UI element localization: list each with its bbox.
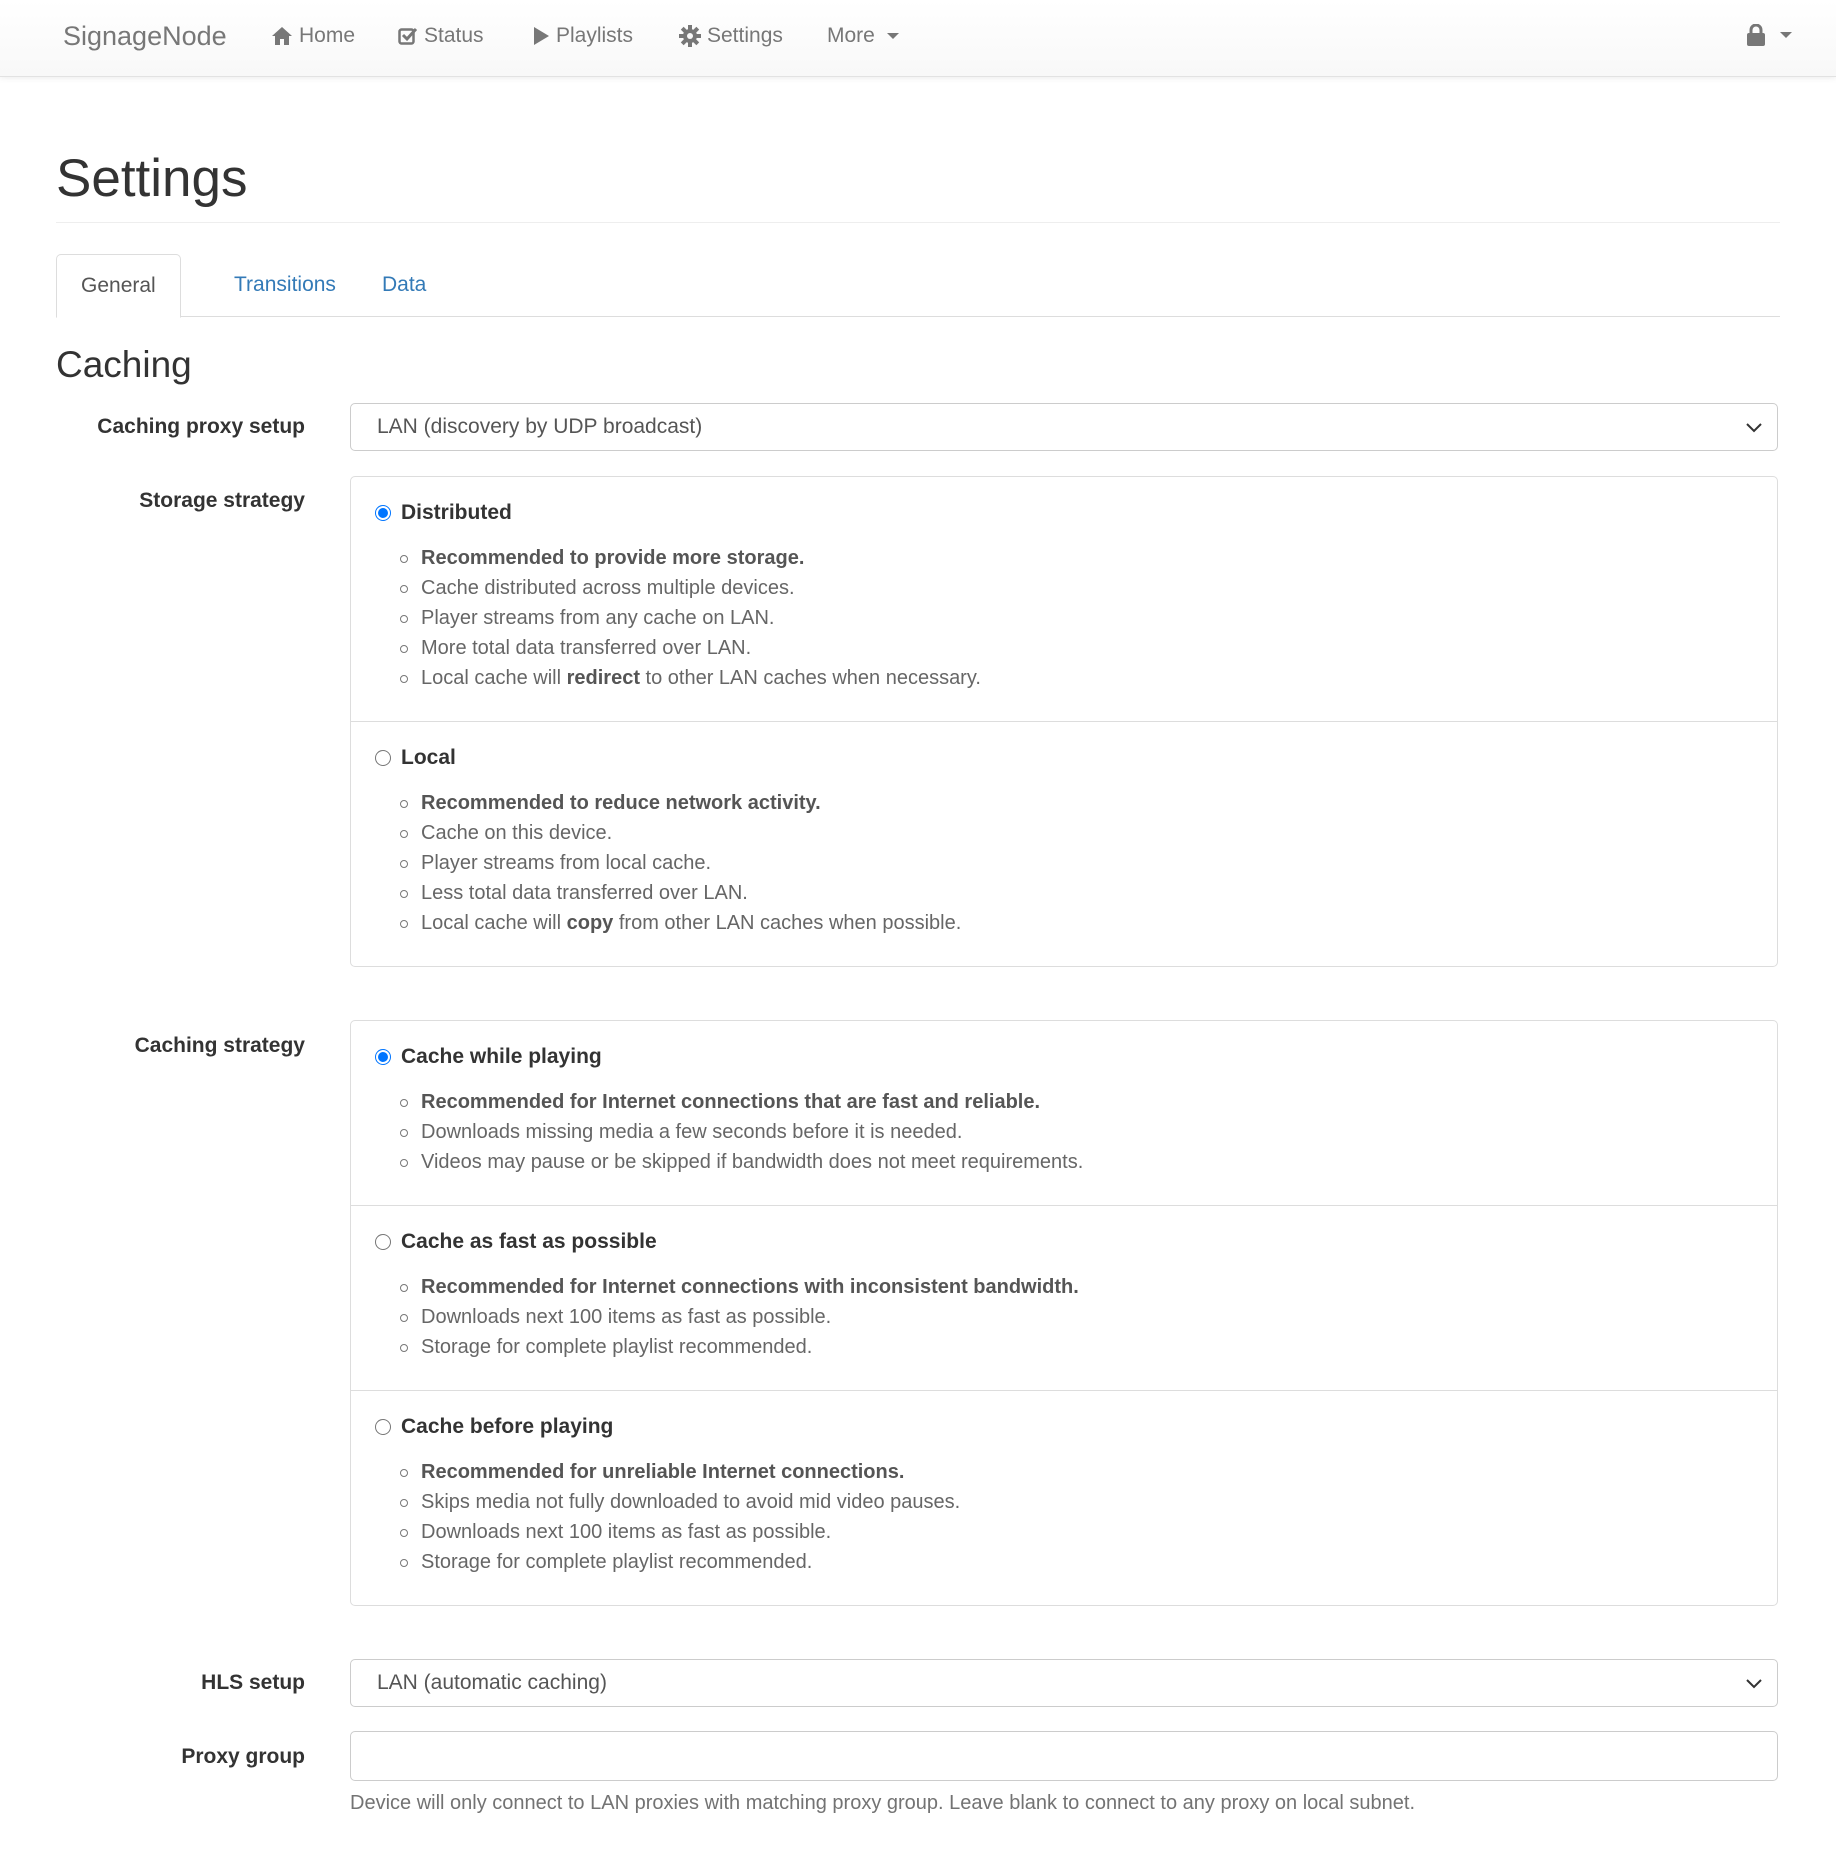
list-item: Local cache will redirect to other LAN caches when necessary. <box>421 663 981 693</box>
nav-status-label: Status <box>424 24 484 47</box>
storage-option-local <box>351 722 1777 967</box>
caching-option-while-playing <box>351 1021 1777 1206</box>
caret-down-icon <box>1780 32 1792 38</box>
list-item: Local cache will copy from other LAN caches when possible. <box>421 908 961 938</box>
divider <box>56 222 1780 223</box>
list-item: Recommended for unreliable Internet connections. <box>421 1457 960 1487</box>
list-item: Player streams from local cache. <box>421 848 961 878</box>
caching-option-before-playing <box>351 1391 1777 1605</box>
tab-data[interactable]: Data <box>382 273 427 296</box>
caret-down-icon <box>887 33 899 39</box>
nav-home-label: Home <box>299 24 356 47</box>
radio-local[interactable] <box>375 750 391 766</box>
settings-tabs <box>56 254 1780 317</box>
proxy-group-help: Device will only connect to LAN proxies with matching proxy group. Leave blank to connect to any proxy on local subnet. <box>350 1792 1416 1814</box>
caching-option-fast <box>351 1206 1777 1391</box>
section-title-caching: Caching <box>56 344 192 385</box>
lock-icon <box>1746 24 1766 46</box>
radio-cache-before-playing[interactable] <box>375 1419 391 1435</box>
list-item: Recommended for Internet connections with inconsistent bandwidth. <box>421 1272 1079 1302</box>
radio-cache-while-playing[interactable] <box>375 1049 391 1065</box>
option-title: Cache while playing <box>401 1045 602 1068</box>
proxy-group-label: Proxy group <box>181 1745 305 1768</box>
check-square-icon <box>398 26 418 46</box>
tab-transitions[interactable]: Transitions <box>234 273 336 296</box>
hls-setup-value: LAN (automatic caching) <box>377 1671 607 1694</box>
play-icon <box>532 26 550 46</box>
nav-playlists-label: Playlists <box>556 24 634 47</box>
radio-cache-fast[interactable] <box>375 1234 391 1250</box>
caching-proxy-setup-label: Caching proxy setup <box>97 415 305 438</box>
list-item: Storage for complete playlist recommended. <box>421 1547 960 1577</box>
storage-strategy-label: Storage strategy <box>139 489 305 512</box>
list-item: Downloads next 100 items as fast as possible. <box>421 1302 1079 1332</box>
list-item: Videos may pause or be skipped if bandwidth does not meet requirements. <box>421 1147 1083 1177</box>
brand-link[interactable]: SignageNode <box>63 21 227 51</box>
nav-home[interactable] <box>271 24 355 48</box>
caching-strategy-label: Caching strategy <box>134 1034 305 1057</box>
navbar <box>0 0 1836 77</box>
option-details <box>421 788 961 938</box>
proxy-group-input[interactable] <box>350 1731 1778 1781</box>
page-title: Settings <box>56 149 248 208</box>
storage-strategy-panel <box>350 476 1778 967</box>
option-title: Local <box>401 746 456 769</box>
caching-proxy-setup-value: LAN (discovery by UDP broadcast) <box>377 415 703 438</box>
nav-settings[interactable] <box>679 24 783 48</box>
nav-playlists[interactable] <box>532 24 633 48</box>
hls-setup-select[interactable] <box>350 1659 1778 1707</box>
caching-proxy-setup-select[interactable] <box>350 403 1778 451</box>
list-item: Downloads next 100 items as fast as possible. <box>421 1517 960 1547</box>
list-item: More total data transferred over LAN. <box>421 633 981 663</box>
radio-distributed[interactable] <box>375 505 391 521</box>
option-details <box>421 1272 1079 1362</box>
chevron-down-icon <box>1745 418 1763 436</box>
option-title: Cache before playing <box>401 1415 614 1438</box>
option-details <box>421 543 981 693</box>
nav-more-dropdown[interactable] <box>827 24 899 48</box>
list-item: Cache distributed across multiple devices. <box>421 573 981 603</box>
list-item: Player streams from any cache on LAN. <box>421 603 981 633</box>
list-item: Recommended to provide more storage. <box>421 543 981 573</box>
account-dropdown[interactable] <box>1746 24 1792 46</box>
list-item: Recommended for Internet connections that are fast and reliable. <box>421 1087 1083 1117</box>
option-details <box>421 1457 960 1577</box>
list-item: Less total data transferred over LAN. <box>421 878 961 908</box>
list-item: Downloads missing media a few seconds before it is needed. <box>421 1117 1083 1147</box>
gear-icon <box>679 25 701 47</box>
storage-option-distributed <box>351 477 1777 722</box>
list-item: Storage for complete playlist recommended. <box>421 1332 1079 1362</box>
list-item: Cache on this device. <box>421 818 961 848</box>
home-icon <box>271 26 293 46</box>
caching-strategy-panel <box>350 1020 1778 1606</box>
list-item: Skips media not fully downloaded to avoid mid video pauses. <box>421 1487 960 1517</box>
nav-settings-label: Settings <box>707 24 783 47</box>
option-title: Cache as fast as possible <box>401 1230 657 1253</box>
list-item: Recommended to reduce network activity. <box>421 788 961 818</box>
option-title: Distributed <box>401 501 512 524</box>
option-details <box>421 1087 1083 1177</box>
hls-setup-label: HLS setup <box>201 1671 305 1694</box>
nav-status[interactable] <box>398 24 484 48</box>
chevron-down-icon <box>1745 1674 1763 1692</box>
tab-general[interactable]: General <box>56 254 181 318</box>
nav-more-label: More <box>827 24 875 47</box>
